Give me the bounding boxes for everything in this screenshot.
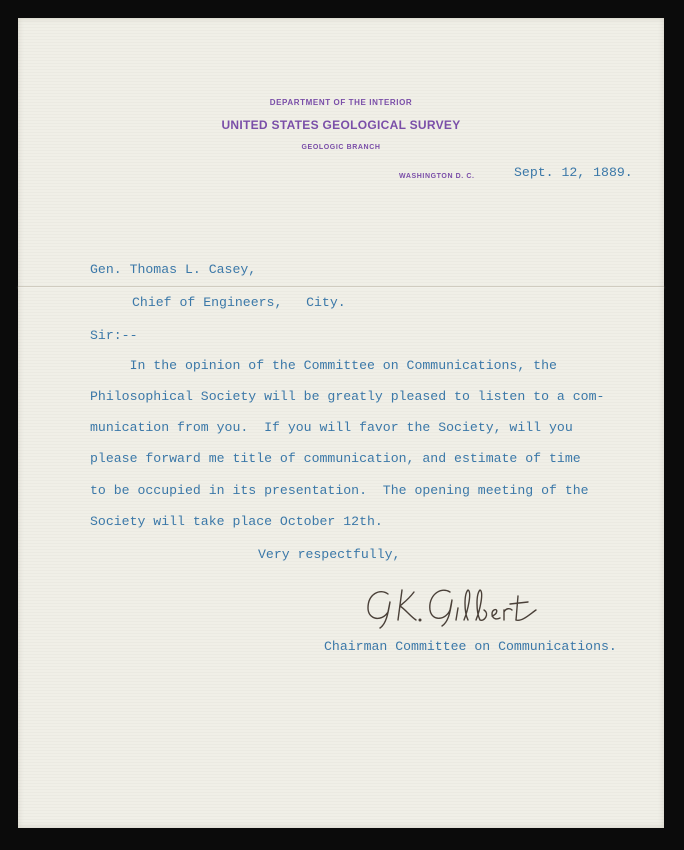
letter-page — [18, 18, 664, 828]
recipient-title: Chief of Engineers, City. — [132, 295, 346, 310]
letterhead-location: WASHINGTON D. C. — [399, 173, 475, 180]
body-line: Philosophical Society will be greatly pleased to listen to a com- — [90, 389, 605, 404]
handwritten-signature — [358, 580, 558, 630]
body-line: munication from you. If you will favor the Society, will you — [90, 420, 573, 435]
fold-crease — [18, 286, 664, 287]
body-line: In the opinion of the Committee on Communications, the — [90, 358, 557, 373]
closing: Very respectfully, — [258, 547, 401, 562]
body-line: Society will take place October 12th. — [90, 514, 383, 529]
body-line: to be occupied in its presentation. The opening meeting of the — [90, 483, 589, 498]
letterhead-survey: UNITED STATES GEOLOGICAL SURVEY — [221, 118, 461, 132]
salutation: Sir:-- — [90, 328, 138, 343]
body-line: please forward me title of communication, and estimate of time — [90, 451, 581, 466]
letterhead-department: DEPARTMENT OF THE INTERIOR — [269, 98, 413, 107]
signer-title: Chairman Committee on Communications. — [324, 639, 617, 654]
letter-date: Sept. 12, 1889. — [514, 165, 633, 180]
letterhead-branch: GEOLOGIC BRANCH — [301, 144, 381, 151]
recipient-name: Gen. Thomas L. Casey, — [90, 262, 257, 277]
